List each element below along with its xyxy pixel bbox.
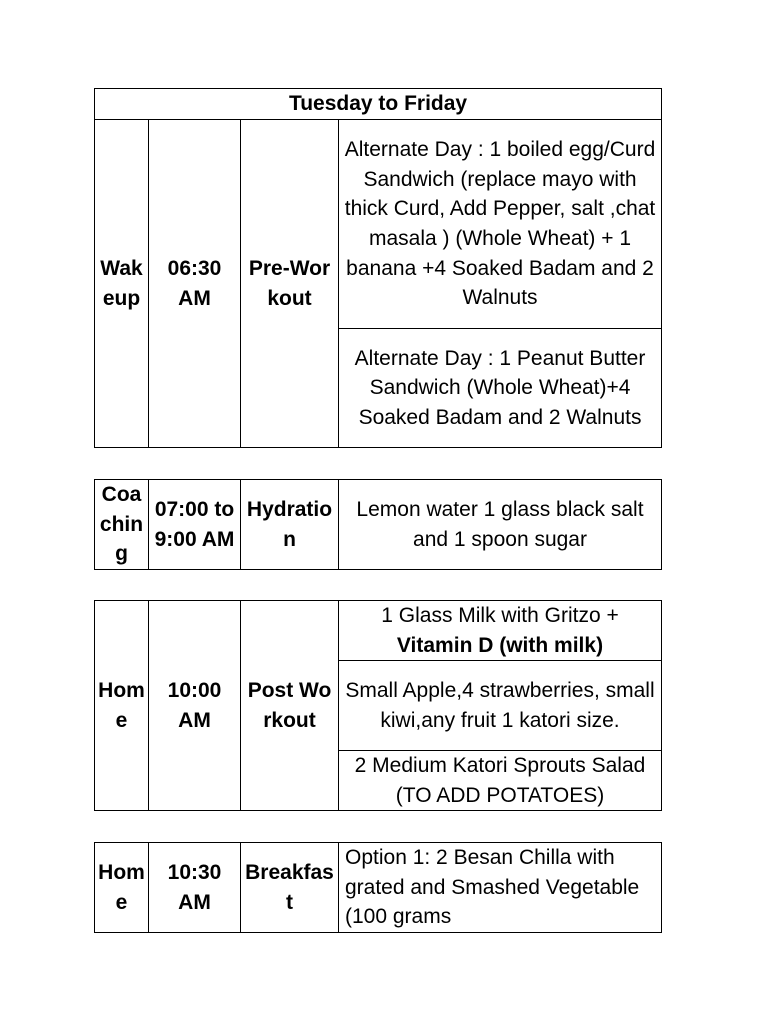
meal-item: 2 Medium Katori Sprouts Salad (TO ADD POTATOES) <box>339 751 662 811</box>
meal-item <box>339 601 662 661</box>
meal-item: Alternate Day : 1 Peanut Butter Sandwich (Whole Wheat)+4 Soaked Badam and 2 Walnuts <box>339 329 662 448</box>
schedule-header: Tuesday to Friday <box>95 89 662 120</box>
meal-item: Option 1: 2 Besan Chilla with grated and Smashed Vegetable (100 grams <box>339 843 662 933</box>
meal-type-cell: Post Workout <box>241 601 339 811</box>
time-cell: 07:00 to 9:00 AM <box>149 480 241 570</box>
place-cell: Wakeup <box>95 120 149 448</box>
meal-item-bold-text: Vitamin D (with milk) <box>396 633 604 657</box>
place-cell: Home <box>95 843 149 933</box>
breakfast-table <box>94 842 662 933</box>
time-cell: 10:30 AM <box>149 843 241 933</box>
place-cell: Home <box>95 601 149 811</box>
meal-item-text: 1 Glass Milk with Gritzo + <box>381 604 619 627</box>
coaching-table <box>94 479 662 570</box>
meal-item: Small Apple,4 strawberries, small kiwi,any fruit 1 katori size. <box>339 661 662 751</box>
post-workout-table <box>94 600 662 811</box>
wakeup-table <box>94 88 662 448</box>
place-cell: Coaching <box>95 480 149 570</box>
meal-item: Alternate Day : 1 boiled egg/Curd Sandwich (replace mayo with thick Curd, Add Pepper, salt ,chat masala ) (Whole Wheat) + 1 banana +4 Soaked Badam and 2 Walnuts <box>339 120 662 329</box>
meal-type-cell: Hydration <box>241 480 339 570</box>
meal-type-cell: Breakfast <box>241 843 339 933</box>
meal-type-cell: Pre-Workout <box>241 120 339 448</box>
meal-item: Lemon water 1 glass black salt and 1 spoon sugar <box>339 480 662 570</box>
time-cell: 06:30 AM <box>149 120 241 448</box>
time-cell: 10:00 AM <box>149 601 241 811</box>
